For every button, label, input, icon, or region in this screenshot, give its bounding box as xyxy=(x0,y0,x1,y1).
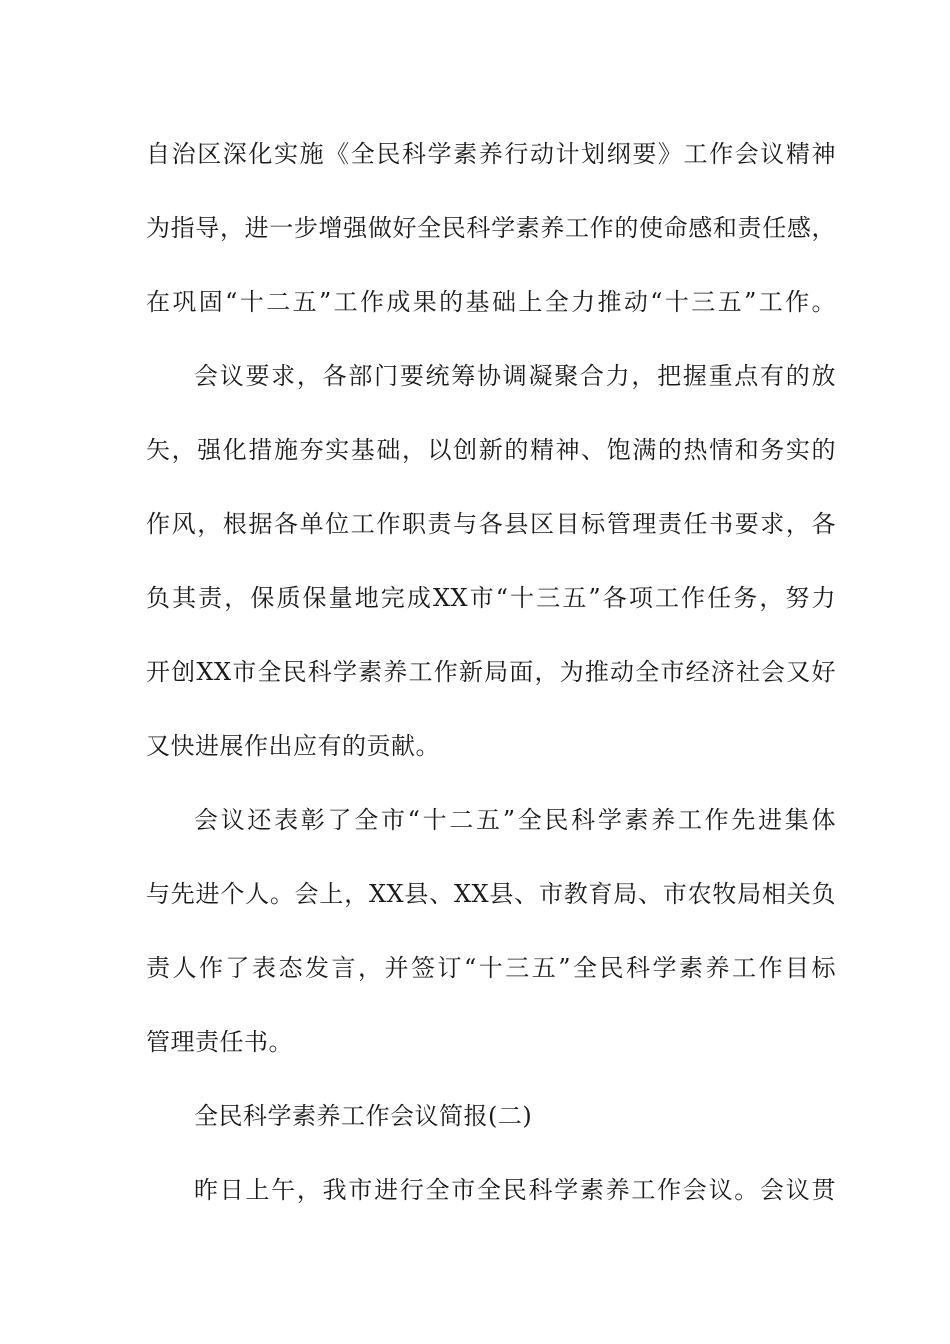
text-line: 作风，根据各单位工作职责与各县区目标管理责任书要求，各 xyxy=(146,510,836,538)
text-line: 与先进个人。会上，XX县、XX县、市教育局、市农牧局相关负 xyxy=(146,880,836,908)
paragraph-first-line: 会议要求，各部门要统筹协调凝聚合力，把握重点有的放 xyxy=(194,362,836,390)
paragraph-first-line: 会议还表彰了全市“十二五”全民科学素养工作先进集体 xyxy=(194,806,836,834)
paragraph-first-line: 昨日上午，我市进行全市全民科学素养工作会议。会议贯 xyxy=(194,1176,836,1204)
text-line: 管理责任书。 xyxy=(146,1028,293,1056)
text-line: 又快进展作出应有的贡献。 xyxy=(146,732,440,760)
text-line: 在巩固“十二五”工作成果的基础上全力推动“十三五”工作。 xyxy=(146,288,836,316)
text-line: 为指导，进一步增强做好全民科学素养工作的使命感和责任感， xyxy=(146,214,836,242)
text-line: 开创XX市全民科学素养工作新局面，为推动全市经济社会又好 xyxy=(146,658,836,686)
text-line: 责人作了表态发言，并签订“十三五”全民科学素养工作目标 xyxy=(146,954,836,982)
section-heading: 全民科学素养工作会议简报(二) xyxy=(194,1102,533,1130)
text-line: 矢，强化措施夯实基础，以创新的精神、饱满的热情和务实的 xyxy=(146,436,836,464)
text-line: 负其责，保质保量地完成XX市“十三五”各项工作任务，努力 xyxy=(146,584,836,612)
text-line: 自治区深化实施《全民科学素养行动计划纲要》工作会议精神 xyxy=(146,140,836,168)
